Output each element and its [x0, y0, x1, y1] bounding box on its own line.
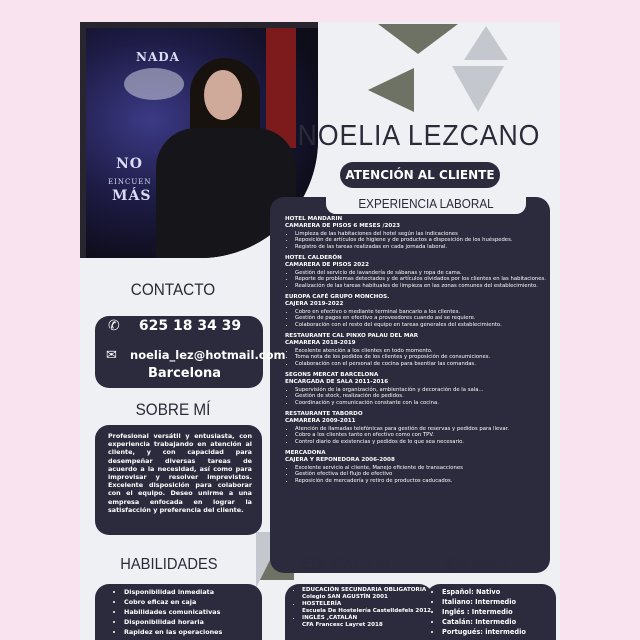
- poster-text: MÁS: [112, 188, 152, 204]
- skill-item: • Habilidades comunicativas: [124, 607, 222, 617]
- job-tasks: [295, 387, 547, 407]
- resume-sheet: [80, 22, 560, 640]
- job-task: • Gestión efectiva del flujo de efectivo: [295, 471, 547, 478]
- job-task: • Reposición de mercadería y retiro de productos caducados.: [295, 478, 547, 485]
- education-school: Escuela De Hostelería Castelldefels 2012: [302, 608, 431, 614]
- languages-list: [432, 587, 526, 637]
- job-company: HOTEL CALDERÓN: [285, 254, 342, 261]
- language-item: • Portugués: intermedio: [442, 627, 526, 637]
- email-row[interactable]: [106, 348, 286, 363]
- skill-item: • Rapidez en las operaciones: [124, 627, 222, 637]
- skills-title: HABILIDADES: [120, 556, 218, 573]
- experience-title: EXPERIENCIA LABORAL: [358, 196, 494, 211]
- education-degree: • INGLÉS ,CATALÁN: [302, 615, 431, 622]
- job-task: • Gestión de stock, realización de pedidos.: [295, 393, 547, 400]
- job-task: • Control diario de existencias y pedidos de lo que sea necesario.: [295, 439, 547, 446]
- job-task: • Gestión del servicio de lavandería de sábanas y ropa de cama.: [295, 270, 547, 277]
- person-name: NOELIA LEZCANO: [297, 120, 541, 152]
- job-position: CAMARERA 2018-2019: [285, 339, 356, 346]
- job-company: RESTAURANTE CAL PINXO PALAU DEL MAR: [285, 332, 419, 339]
- poster-mask: [124, 68, 184, 100]
- job-tasks: [295, 270, 547, 290]
- language-item: • Italiano: Intermedio: [442, 597, 526, 607]
- job-task: • Coordinación y comunicación constante con la cocina.: [295, 400, 547, 407]
- job-task: • Supervisión de la organización, ambientación y decoración de la sala...: [295, 387, 547, 394]
- job-task: • Reposición de artículos de higiene y de productos a disposición de los huéspedes.: [295, 237, 547, 244]
- education-list: [292, 587, 431, 629]
- job-company: HOTEL MANDARIN: [285, 216, 343, 222]
- decor-triangle: [452, 66, 504, 112]
- about-title: SOBRE MÍ: [135, 400, 211, 419]
- skill-item: • Disponibilidad inmediata: [124, 587, 222, 597]
- role-badge: ATENCIÓN AL CLIENTE: [340, 162, 500, 188]
- job-tasks: [295, 465, 547, 485]
- job-company: SEGONS MERCAT BARCELONA: [285, 371, 379, 378]
- job-position: CAMARERA DE PISOS 6 MESES /2023: [285, 222, 401, 229]
- job-tasks: [295, 309, 547, 329]
- job-task: • Limpieza de las habitaciones del hotel según las indicaciones: [295, 231, 547, 238]
- job-tasks: [295, 231, 547, 251]
- job-position: CAMARERA 2009-2011: [285, 417, 356, 424]
- job-task: • Realización de las tareas habituales de limpieza en las zonas comunes del establecimiento.: [295, 283, 547, 290]
- job-task: • Colaboración con el resto del equipo en tareas generales del establecimiento.: [295, 322, 547, 329]
- skills-list: [114, 587, 222, 637]
- education-school: CFA Francesc Layret 2018: [302, 622, 383, 628]
- job-position: ENCARGADA DE SALA 2011-2016: [285, 378, 389, 385]
- education-title: EDUCACIÓN: [301, 556, 391, 573]
- experience-list: [285, 212, 547, 485]
- job-task: • Cobro a los clientes tanto en efectivo como con TPV.: [295, 432, 547, 439]
- poster-text: EINCUEN: [108, 178, 152, 186]
- job-task: • Colaboración con el personal de cocina para bsentiar las comandas.: [295, 361, 547, 368]
- email-address: noelia_lez@hotmail.com: [130, 348, 286, 362]
- job-position: CAJERA Y REPONEDORA 2006-2008: [285, 456, 395, 463]
- decor-triangle: [368, 68, 414, 112]
- education-degree: • EDUCACIÓN SECUNDARIA OBLIGATORIA: [302, 587, 431, 594]
- job-task: • Gestión de pagos en efectivo a proveedores cuando así se requiere.: [295, 315, 547, 322]
- job-task: • Reporte de problemas detectados y de artículos olvidados por los clientes en las habitaciones.: [295, 276, 547, 283]
- job-task: • Registro de las tareas realizadas en cada jornada laboral.: [295, 244, 547, 251]
- about-text: Profesional versátil y entusiasta, con experiencia trabajando en atención al cliente, y con capacidad para desempeñar diversas tareas de acuerdo a la necesidad, así como para improvisar y resolver imprevistos. Excelente disposición para colaborar con el equipo. Deseo unirme a una empresa enfocada en lograr la satisfacción y preferencia del cliente.: [108, 432, 252, 514]
- job-position: CAMARERA DE PISOS 2022: [285, 261, 369, 268]
- language-item: • Inglés : Intermedio: [442, 607, 526, 617]
- city: Barcelona: [148, 366, 222, 381]
- job-task: • Toma nota de los pedidos de los clientes y proposición de consumiciones.: [295, 354, 547, 361]
- languages-title: IDIOMAS: [445, 556, 508, 573]
- skill-item: • Disponibilidad horaria: [124, 617, 222, 627]
- language-item: • Catalán: Intermedio: [442, 617, 526, 627]
- language-item: • Español: Nativo: [442, 587, 526, 597]
- job-company: RESTAURANTE TABORDO: [285, 410, 363, 417]
- decor-triangle: [378, 24, 458, 54]
- decor-triangle: [464, 26, 508, 60]
- education-school: Colegio SAN AGUSTÍN 2001: [302, 594, 388, 600]
- job-task: • Atención de llamadas telefónicas para gestión de reservas y pedidos para llevar.: [295, 426, 547, 433]
- phone-icon: ✆: [108, 318, 120, 334]
- phone-number: 625 18 34 39: [138, 318, 242, 334]
- job-task: • Excelente servicio al cliente, Manejo eficiente de transacciones: [295, 465, 547, 472]
- job-position: CAJERA 2019-2022: [285, 300, 344, 307]
- phone-row[interactable]: [108, 318, 241, 334]
- job-task: • Excelente atención a los clientes en todo momento.: [295, 348, 547, 355]
- job-company: MERCADONA: [285, 449, 326, 456]
- job-company: EUROPA CAFÉ GRUPO MONCHOS.: [285, 293, 390, 300]
- person-face: [204, 70, 242, 120]
- poster-text: NADA: [136, 50, 180, 64]
- contact-title: CONTACTO: [130, 280, 216, 299]
- skill-item: • Cobro eficaz en caja: [124, 597, 222, 607]
- poster-text: NO: [116, 156, 143, 172]
- job-task: • Cobro en efectivo o mediante terminal bancario a los clientes.: [295, 309, 547, 316]
- mail-icon: ✉: [106, 348, 117, 363]
- job-tasks: [295, 348, 547, 368]
- job-tasks: [295, 426, 547, 446]
- education-degree: • HOSTELERÍA: [302, 601, 431, 608]
